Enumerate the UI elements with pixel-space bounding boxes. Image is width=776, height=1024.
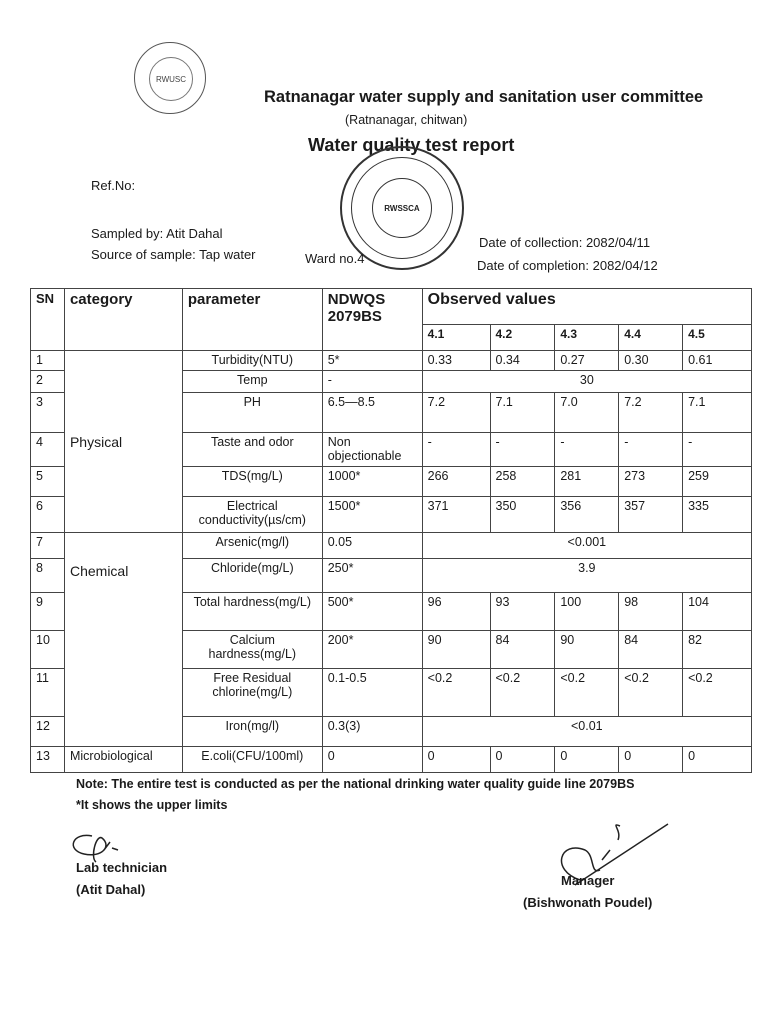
sn-cell: 3 (31, 393, 65, 433)
water-quality-table (30, 288, 752, 773)
parameter-cell: E.coli(CFU/100ml) (182, 747, 322, 773)
category-microbiological: Microbiological (64, 747, 182, 773)
parameter-cell: Free Residual chlorine(mg/L) (182, 669, 322, 717)
standard-cell: 0.3(3) (322, 717, 422, 747)
header-sn: SN (31, 289, 65, 351)
value-cell: 258 (490, 467, 555, 497)
value-cell: 281 (555, 467, 619, 497)
completion-date: Date of completion: 2082/04/12 (477, 258, 658, 273)
sn-cell: 13 (31, 747, 65, 773)
value-cell: 7.2 (422, 393, 490, 433)
value-cell: <0.2 (619, 669, 683, 717)
value-cell: 7.1 (683, 393, 752, 433)
merged-value-cell: <0.01 (422, 717, 751, 747)
value-cell: <0.2 (683, 669, 752, 717)
table-row (31, 747, 752, 773)
standard-cell: 1500* (322, 497, 422, 533)
sn-cell: 7 (31, 533, 65, 559)
value-cell: - (422, 433, 490, 467)
lab-technician-title: Lab technician (76, 860, 168, 875)
manager-name: (Bishwonath Poudel) (523, 895, 653, 910)
header-parameter: parameter (182, 289, 322, 351)
category-physical: Physical (64, 351, 182, 533)
standard-cell: 6.5—8.5 (322, 393, 422, 433)
header-observed: Observed values (422, 289, 751, 325)
parameter-cell: Electrical conductivity(µs/cm) (182, 497, 322, 533)
merged-value-cell: 30 (422, 371, 751, 393)
value-cell: 84 (619, 631, 683, 669)
value-cell: 100 (555, 593, 619, 631)
table-row (31, 533, 752, 559)
value-cell: 82 (683, 631, 752, 669)
collection-date: Date of collection: 2082/04/11 (479, 235, 651, 250)
committee-stamp-small (134, 42, 206, 114)
organization-title: Ratnanagar water supply and sanitation user committee (264, 88, 704, 106)
report-title: Water quality test report (308, 135, 515, 155)
sn-cell: 5 (31, 467, 65, 497)
sample-source: Source of sample: Tap water (91, 247, 256, 262)
parameter-cell: Chloride(mg/L) (182, 559, 322, 593)
parameter-cell: Temp (182, 371, 322, 393)
value-cell: 335 (683, 497, 752, 533)
header-category: category (64, 289, 182, 351)
ref-no: Ref.No: (91, 178, 136, 193)
manager-title: Manager (561, 873, 615, 888)
parameter-cell: Total hardness(mg/L) (182, 593, 322, 631)
sn-cell: 9 (31, 593, 65, 631)
standard-cell: - (322, 371, 422, 393)
standard-cell: 5* (322, 351, 422, 371)
value-cell: 350 (490, 497, 555, 533)
category-chemical: Chemical (64, 533, 182, 747)
value-cell: 0.33 (422, 351, 490, 371)
value-cell: 90 (555, 631, 619, 669)
value-cell: 0 (422, 747, 490, 773)
value-cell: 0 (555, 747, 619, 773)
value-cell: <0.2 (422, 669, 490, 717)
value-cell: 0 (619, 747, 683, 773)
header-standard-line1: NDWQS (327, 291, 386, 308)
sn-cell: 8 (31, 559, 65, 593)
value-cell: 7.2 (619, 393, 683, 433)
standard-cell: 250* (322, 559, 422, 593)
standard-cell: 0.1-0.5 (322, 669, 422, 717)
standard-cell: 1000* (322, 467, 422, 497)
value-cell: 357 (619, 497, 683, 533)
parameter-cell: Taste and odor (182, 433, 322, 467)
merged-value-cell: <0.001 (422, 533, 751, 559)
sn-cell: 10 (31, 631, 65, 669)
value-cell: - (619, 433, 683, 467)
standard-cell: Non objectionable (322, 433, 422, 467)
value-cell: 266 (422, 467, 490, 497)
value-cell: 90 (422, 631, 490, 669)
value-cell: - (490, 433, 555, 467)
parameter-cell: Arsenic(mg/l) (182, 533, 322, 559)
parameter-cell: Iron(mg/l) (182, 717, 322, 747)
merged-value-cell: 3.9 (422, 559, 751, 593)
sn-cell: 1 (31, 351, 65, 371)
ward-number: Ward no.4 (305, 251, 365, 266)
value-cell: 93 (490, 593, 555, 631)
sn-cell: 6 (31, 497, 65, 533)
value-cell: 84 (490, 631, 555, 669)
parameter-cell: Turbidity(NTU) (182, 351, 322, 371)
upper-limit-footnote: *It shows the upper limits (76, 798, 228, 812)
value-cell: 273 (619, 467, 683, 497)
value-cell: 98 (619, 593, 683, 631)
sampled-by: Sampled by: Atit Dahal (91, 226, 223, 241)
value-cell: 0.30 (619, 351, 683, 371)
value-cell: 104 (683, 593, 752, 631)
parameter-cell: TDS(mg/L) (182, 467, 322, 497)
header-standard (322, 289, 422, 351)
value-cell: 356 (555, 497, 619, 533)
parameter-cell: PH (182, 393, 322, 433)
organization-location: (Ratnanagar, chitwan) (345, 113, 468, 127)
lab-technician-name: (Atit Dahal) (76, 882, 146, 897)
value-cell: 0 (683, 747, 752, 773)
value-cell: <0.2 (490, 669, 555, 717)
header-sample-4: 4.4 (619, 325, 683, 351)
standard-cell: 500* (322, 593, 422, 631)
header-sample-3: 4.3 (555, 325, 619, 351)
value-cell: 0.27 (555, 351, 619, 371)
test-note: Note: The entire test is conducted as per the national drinking water quality guide line 2079BS (76, 777, 635, 791)
parameter-cell: Calcium hardness(mg/L) (182, 631, 322, 669)
value-cell: - (555, 433, 619, 467)
value-cell: 371 (422, 497, 490, 533)
sn-cell: 11 (31, 669, 65, 717)
stamp-label: RWUSC (149, 57, 193, 101)
sn-cell: 2 (31, 371, 65, 393)
value-cell: 7.1 (490, 393, 555, 433)
value-cell: 7.0 (555, 393, 619, 433)
table-header-row (31, 289, 752, 325)
header-standard-line2: 2079BS (327, 308, 382, 325)
header-sample-1: 4.1 (422, 325, 490, 351)
table-row (31, 351, 752, 371)
standard-cell: 0.05 (322, 533, 422, 559)
value-cell: 0.34 (490, 351, 555, 371)
value-cell: 259 (683, 467, 752, 497)
value-cell: <0.2 (555, 669, 619, 717)
value-cell: 0 (490, 747, 555, 773)
value-cell: - (683, 433, 752, 467)
standard-cell: 200* (322, 631, 422, 669)
value-cell: 0.61 (683, 351, 752, 371)
sn-cell: 12 (31, 717, 65, 747)
header-sample-5: 4.5 (683, 325, 752, 351)
header-sample-2: 4.2 (490, 325, 555, 351)
sn-cell: 4 (31, 433, 65, 467)
value-cell: 96 (422, 593, 490, 631)
stamp-label: RWSSCA (372, 178, 432, 238)
standard-cell: 0 (322, 747, 422, 773)
